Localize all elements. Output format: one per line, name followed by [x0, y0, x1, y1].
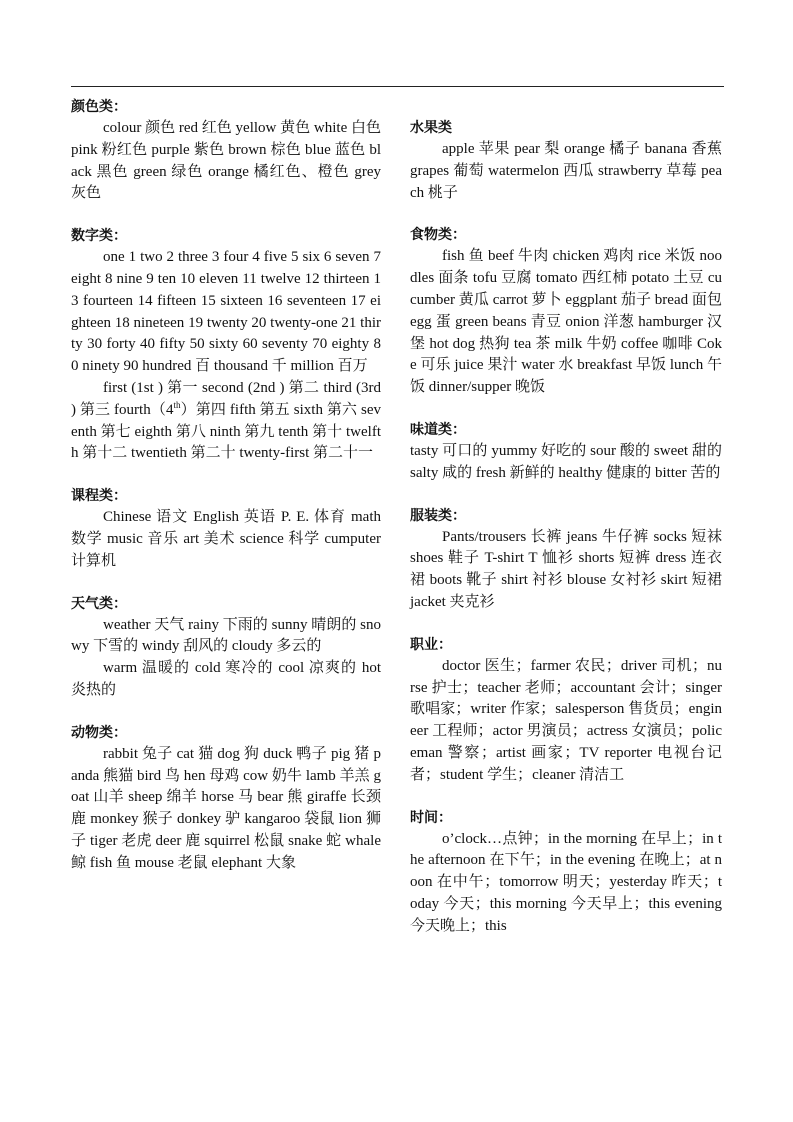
section-paragraph: one 1 two 2 three 3 four 4 five 5 six 6 seven 7 eight 8 nine 9 ten 10 eleven 11 twelve 12 thirteen 13 fourteen 14 fifteen 15 sixteen 16 seventeen 17 eighteen 18 nineteen 19 twenty 20 twenty-one 21 thirty 30 forty 40 fifty 50 sixty 60 seventy 70 eighty 80 ninety 90 hundred 百 thousand 千 million 百万	[71, 249, 381, 375]
section-jobs	[410, 634, 722, 787]
section-paragraph: doctor 医生；farmer 农民；driver 司机；nurse 护士；teacher 老师；accountant 会计；singer 歌唱家；writer 作家；salesperson 售货员；engineer 工程师；actor 男演员；actress 女演员；policeman 警察；artist 画家；TV reporter 电视台记者；student 学生；cleaner 清洁工	[410, 657, 722, 783]
section-heading: 颜色类：	[71, 99, 127, 115]
section-heading: 食物类：	[410, 227, 466, 244]
section-fruits	[410, 117, 722, 204]
section-animals	[71, 722, 381, 875]
section-heading: 职业：	[410, 636, 452, 653]
section-paragraph: o’clock…点钟；in the morning 在早上；in the afternoon 在下午；in the evening 在晚上；at noon 在中午；tomorrow 明天；yesterday 昨天；today 今天；this morning 今天早上；this evening 今天晚上；this	[410, 830, 722, 934]
section-weather	[71, 593, 381, 702]
section-heading: 味道类：	[410, 421, 466, 438]
section-numbers	[71, 225, 381, 465]
header-rule	[71, 86, 724, 87]
section-heading: 动物类：	[71, 724, 127, 741]
section-heading: 时间：	[410, 809, 452, 826]
section-paragraph: fish 鱼 beef 牛肉 chicken 鸡肉 rice 米饭 noodles 面条 tofu 豆腐 tomato 西红柿 potato 土豆 cucumber 黄瓜 carrot 萝卜 eggplant 茄子 bread 面包 egg 蛋 green beans 青豆 onion 洋葱 hamburger 汉堡 hot dog 热狗 tea 茶 milk 牛奶 coffee 咖啡 Coke 可乐 juice 果汁 water 水 breakfast 早饭 lunch 午饭 dinner/supper 晚饭	[410, 248, 722, 396]
section-paragraph: rabbit 兔子 cat 猫 dog 狗 duck 鸭子 pig 猪 panda 熊猫 bird 鸟 hen 母鸡 cow 奶牛 lamb 羊羔 goat 山羊 sheep 绵羊 horse 马 bear 熊 giraffe 长颈鹿 monkey 猴子 donkey 驴 kangaroo 袋鼠 lion 狮子 tiger 老虎 deer 鹿 squirrel 松鼠 snake 蛇 whale 鲸 fish 鱼 mouse 老鼠 elephant 大象	[71, 745, 381, 871]
section-colors	[71, 96, 381, 205]
section-paragraph: colour 颜色 red 红色 yellow 黄色 white 白色 pink 粉红色 purple 紫色 brown 棕色 blue 蓝色 black 黑色 green 绿色 orange 橘红色、橙色 grey 灰色	[71, 120, 381, 202]
section-food	[410, 224, 722, 399]
section-tastes	[410, 419, 722, 485]
section-paragraph: weather 天气 rainy 下雨的 sunny 晴朗的 snowy 下雪的 windy 刮风的 cloudy 多云的	[71, 616, 381, 655]
section-clothes	[410, 505, 722, 614]
left-column	[71, 96, 381, 895]
section-heading: 课程类：	[71, 488, 127, 505]
section-heading: 数字类：	[71, 228, 127, 245]
section-paragraph: Pants/trousers 长裤 jeans 牛仔裤 socks 短袜 shoes 鞋子 T-shirt T 恤衫 shorts 短裤 dress 连衣裙 boots 靴子 shirt 衬衫 blouse 女衬衫 skirt 短裙 jacket 夹克衫	[410, 528, 722, 610]
section-paragraph-ordinals: first (1st ) 第一 second (2nd ) 第二 third (3rd ) 第三 fourth（4th）第四 fifth 第五 sixth 第六 seventh 第七 eighth 第八 ninth 第九 tenth 第十 twelfth 第十二 twentieth 第二十 twenty-first 第二十一	[71, 379, 381, 462]
right-column	[410, 96, 722, 958]
section-time	[410, 807, 722, 938]
section-subjects	[71, 485, 381, 572]
section-heading: 天气类：	[71, 595, 127, 612]
section-paragraph: apple 苹果 pear 梨 orange 橘子 banana 香蕉 grapes 葡萄 watermelon 西瓜 strawberry 草莓 peach 桃子	[410, 141, 722, 201]
section-paragraph: warm 温暖的 cold 寒冷的 cool 凉爽的 hot 炎热的	[71, 660, 381, 698]
section-paragraph: Chinese 语文 English 英语 P. E. 体育 math 数学 music 音乐 art 美术 science 科学 cumputer 计算机	[71, 509, 381, 569]
section-paragraph: tasty 可口的 yummy 好吃的 sour 酸的 sweet 甜的 salty 咸的 fresh 新鲜的 healthy 健康的 bitter 苦的	[410, 442, 722, 481]
section-heading: 水果类	[410, 120, 452, 136]
section-heading: 服装类：	[410, 507, 466, 524]
